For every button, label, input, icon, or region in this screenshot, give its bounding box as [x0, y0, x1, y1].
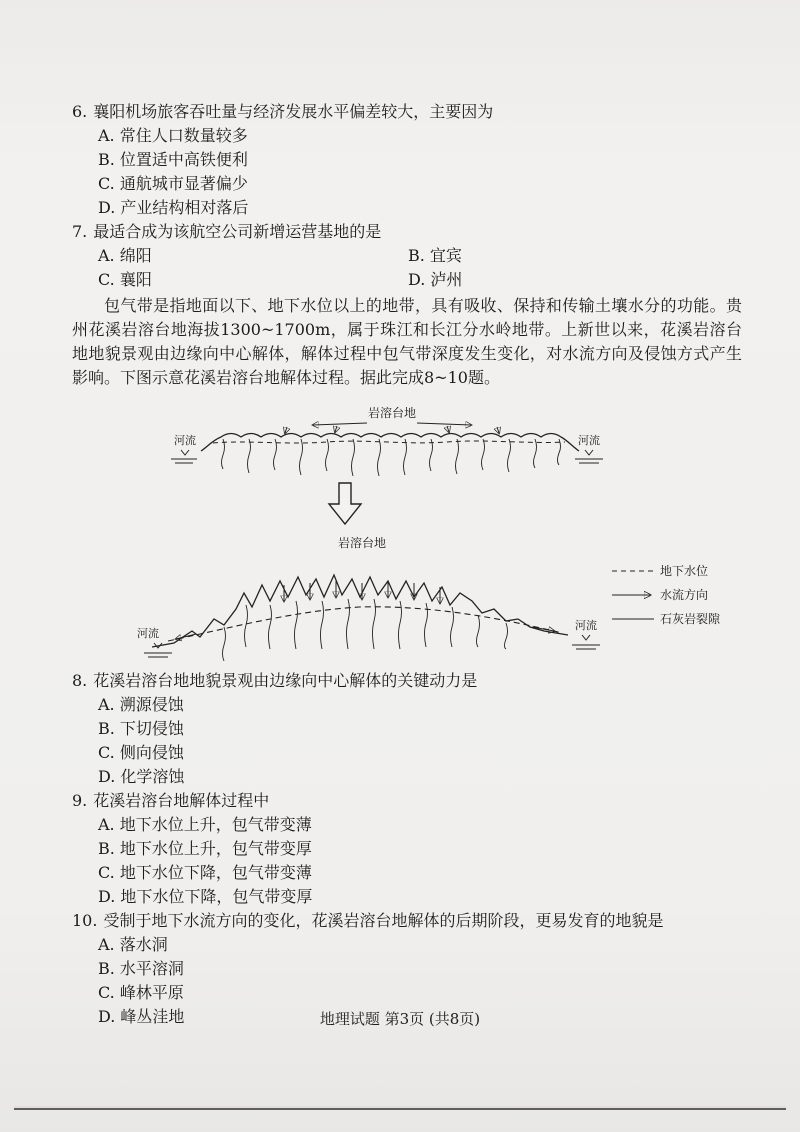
question-8-text: 花溪岩溶台地地貌景观由边缘向中心解体的关键动力是: [93, 671, 478, 690]
question-6-number: 6.: [72, 102, 88, 121]
figure-legend: [612, 563, 721, 626]
karst-stage1-diagram: [167, 406, 607, 480]
q7-option-c: C. 襄阳: [98, 270, 152, 289]
process-arrow: [325, 482, 742, 533]
stage1-river-left-icon: [171, 433, 197, 463]
q10-option-c: C. 峰林平原: [98, 983, 184, 1002]
q8-option-c: C. 侧向侵蚀: [98, 743, 184, 762]
q10-option-d: D. 峰丛洼地: [98, 1007, 185, 1026]
question-6: [72, 100, 742, 220]
question-6-stem: [72, 100, 742, 124]
question-8-stem: [72, 669, 742, 693]
q9-option-a: A. 地下水位上升，包气带变薄: [98, 815, 312, 834]
scan-page-edge: [14, 1106, 786, 1110]
legend-flow-direction-label: 水流方向: [660, 588, 709, 602]
page-footer: 地理试题 第3页 (共8页): [319, 1010, 481, 1028]
q8-option-b: B. 下切侵蚀: [98, 719, 184, 738]
stage1-water-table: [213, 441, 565, 443]
legend-water-table-label: 地下水位: [660, 564, 709, 578]
stage2-river-left-label: 河流: [137, 627, 159, 640]
legend-fissure-label: 石灰岩裂隙: [660, 612, 721, 626]
stage2-water-table: [168, 607, 562, 641]
question-9-text: 花溪岩溶台地解体过程中: [93, 791, 270, 810]
q8-option-d: D. 化学溶蚀: [98, 767, 185, 786]
q9-option-c: C. 地下水位下降，包气带变薄: [98, 863, 312, 882]
q10-option-a: A. 落水洞: [98, 935, 168, 954]
stage1-flow-arrows-icon: [285, 423, 499, 433]
stage1-river-right-icon: [575, 433, 603, 463]
karst-stage2-diagram: [134, 535, 734, 665]
stage2-river-right-label: 河流: [575, 619, 597, 632]
question-6-options: [72, 124, 742, 220]
stage2-label: 岩溶台地: [337, 536, 387, 550]
question-7-text: 最适合成为该航空公司新增运营基地的是: [93, 222, 382, 241]
question-9-stem: [72, 789, 742, 813]
question-10-number: 10.: [72, 911, 98, 930]
question-7-number: 7.: [72, 222, 88, 241]
question-7-options: [72, 244, 742, 292]
stage1-label: 岩溶台地: [367, 406, 417, 420]
q6-option-c: C. 通航城市显著偏少: [98, 174, 248, 193]
question-9-number: 9.: [72, 791, 88, 810]
question-7-stem: [72, 220, 742, 244]
question-10-stem: [72, 909, 742, 933]
q9-option-b: B. 地下水位上升，包气带变厚: [98, 839, 312, 858]
question-6-text: 襄阳机场旅客吞吐量与经济发展水平偏差较大，主要因为: [93, 102, 494, 121]
stage2-surface: [152, 575, 568, 647]
down-arrow-icon: [325, 482, 365, 526]
q7-option-d: D. 泸州: [408, 270, 463, 289]
q6-option-d: D. 产业结构相对落后: [98, 198, 249, 217]
q6-option-a: A. 常住人口数量较多: [98, 126, 248, 145]
passage: 包气带是指地面以下、地下水位以上的地带，具有吸收、保持和传输土壤水分的功能。贵州花溪岩溶台地海拔1300~1700m，属于珠江和长江分水岭地带。上新世以来，花溪岩溶台地地貌景观由边缘向中心解体，解体过程中包气带深度发生变化，对水流方向及侵蚀方式产生影响。下图示意花溪岩溶台地解体过程。据此完成8~10题。: [72, 296, 742, 387]
stage1-river-left-label: 河流: [174, 434, 196, 447]
stage2-fissures: [223, 599, 508, 661]
q7-option-b: B. 宜宾: [408, 246, 462, 265]
question-7: [72, 220, 742, 292]
q9-option-d: D. 地下水位下降，包气带变厚: [98, 887, 313, 906]
q6-option-b: B. 位置适中高铁便利: [98, 150, 248, 169]
q10-option-b: B. 水平溶洞: [98, 959, 184, 978]
stage1-fissures: [222, 439, 561, 476]
question-8: [72, 669, 742, 789]
stage2-river-left-icon: [137, 626, 172, 657]
question-10-text: 受制于地下水流方向的变化，花溪岩溶台地解体的后期阶段，更易发育的地貌是: [103, 911, 664, 930]
question-8-options: [72, 693, 742, 789]
stage2-river-right-icon: [572, 618, 600, 649]
stage2-water-table-arrows-icon: [176, 627, 554, 639]
exam-content: [72, 100, 742, 1029]
question-9-options: [72, 813, 742, 909]
q7-option-a: A. 绵阳: [98, 246, 152, 265]
q8-option-a: A. 溯源侵蚀: [98, 695, 184, 714]
karst-figure: [72, 406, 742, 665]
stage1-river-right-label: 河流: [578, 434, 600, 447]
question-8-number: 8.: [72, 671, 88, 690]
question-9: [72, 789, 742, 909]
